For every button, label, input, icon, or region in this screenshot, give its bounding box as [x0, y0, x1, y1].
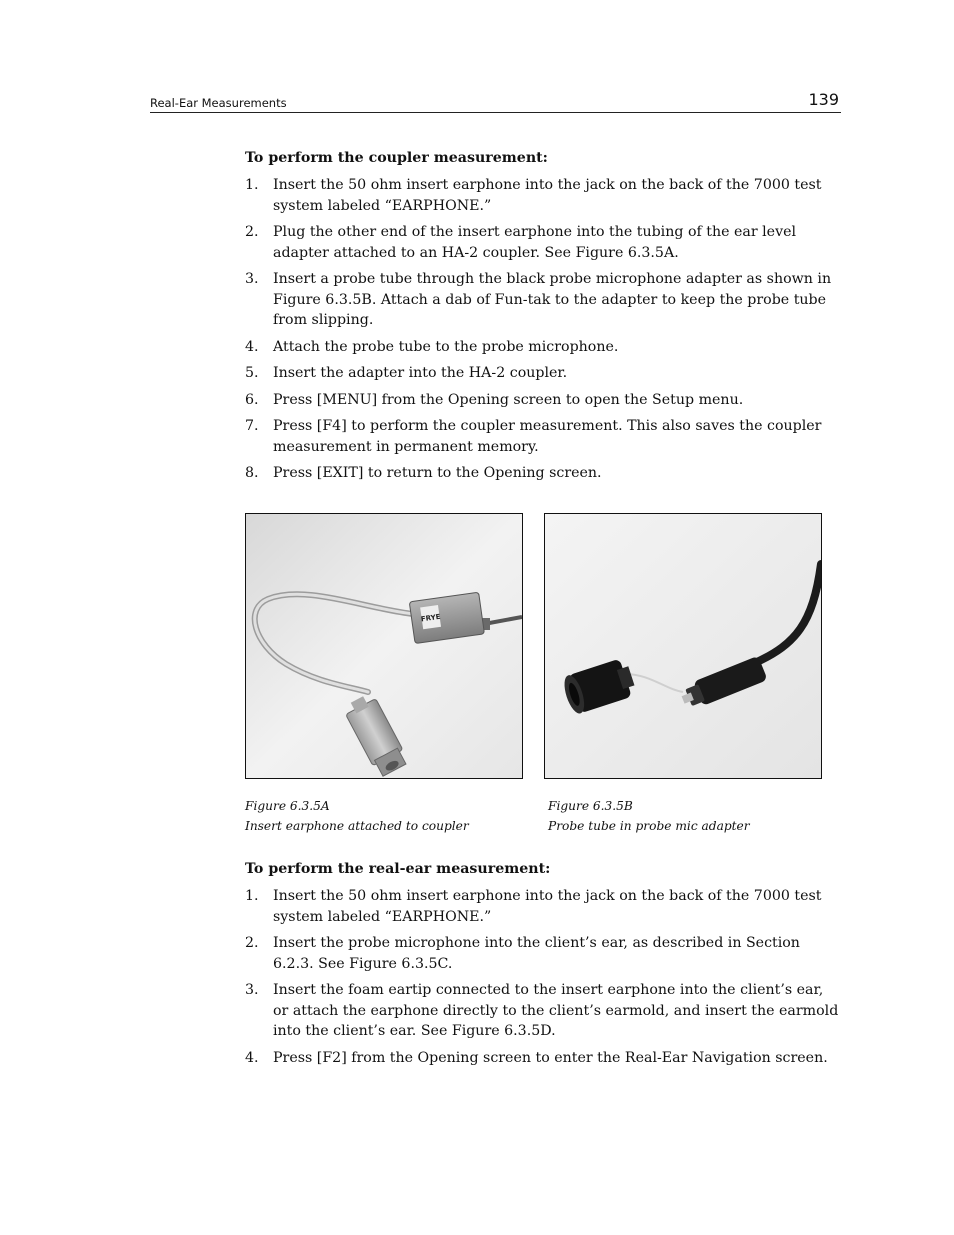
step-number: 2. — [245, 224, 259, 240]
step-text: Insert a probe tube through the black probe microphone adapter as shown in Figure 6.3.5B. Attach a dab of Fun-tak to the adapter to keep the probe tube from slipping. — [273, 271, 832, 328]
figure-caption-b — [548, 796, 750, 836]
step-number: 5. — [245, 365, 259, 381]
step-text: Press [F2] from the Opening screen to enter the Real-Ear Navigation screen. — [273, 1049, 828, 1066]
real-ear-section — [245, 859, 840, 1074]
step-number: 6. — [245, 391, 259, 408]
step-number: 4. — [245, 1049, 259, 1066]
figure-photo-earphone-coupler — [245, 513, 523, 779]
list-item — [245, 269, 840, 331]
coupler-section — [245, 148, 840, 490]
step-text: Insert the 50 ohm insert earphone into the jack on the back of the 7000 test system labeled “EARPHONE.” — [273, 888, 822, 925]
page-number: 139 — [808, 90, 839, 109]
step-text: Insert the 50 ohm insert earphone into the jack on the back of the 7000 test system labeled “EARPHONE.” — [273, 177, 822, 214]
step-text: Press [EXIT] to return to the Opening screen. — [273, 465, 602, 481]
real-ear-heading: To perform the real-ear measurement: — [245, 861, 551, 877]
probe-adapter-photo — [545, 514, 821, 778]
list-item — [245, 222, 840, 263]
step-number: 3. — [245, 982, 259, 998]
step-text: Attach the probe tube to the probe microphone. — [273, 338, 619, 355]
list-item — [245, 175, 840, 216]
list-item — [245, 886, 840, 927]
step-text: Press [F4] to perform the coupler measurement. This also saves the coupler measurement in permanent memory. — [273, 418, 822, 455]
step-text: Press [MENU] from the Opening screen to open the Setup menu. — [273, 391, 744, 408]
coupler-steps — [245, 175, 840, 484]
step-text: Insert the foam eartip connected to the insert earphone into the client’s ear, or attach the earphone directly to the client’s earmold, and insert the earmold into the client’s ear. See Figure 6.3.5D. — [273, 982, 839, 1039]
step-number: 7. — [245, 418, 259, 434]
list-item — [245, 463, 840, 484]
step-text: Plug the other end of the insert earphone into the tubing of the ear level adapter attached to an HA-2 coupler. See Figure 6.3.5A. — [273, 224, 797, 261]
earphone-coupler-photo — [246, 514, 522, 778]
list-item — [245, 416, 840, 457]
figure-label: Figure 6.3.5A — [245, 799, 330, 813]
device-label: FRYE — [420, 612, 442, 624]
running-title: Real-Ear Measurements — [150, 96, 287, 110]
step-number: 8. — [245, 465, 259, 481]
step-text: Insert the probe microphone into the client’s ear, as described in Section 6.2.3. See Figure 6.3.5C. — [273, 935, 800, 972]
step-number: 2. — [245, 935, 259, 951]
figure-photo-probe-adapter — [544, 513, 822, 779]
figure-caption-a — [245, 796, 469, 836]
list-item — [245, 363, 840, 384]
list-item — [245, 337, 840, 358]
step-number: 4. — [245, 338, 259, 355]
step-number: 1. — [245, 177, 259, 193]
step-number: 1. — [245, 888, 259, 904]
list-item — [245, 1048, 840, 1069]
figure-caption-text: Probe tube in probe mic adapter — [548, 819, 750, 833]
real-ear-steps — [245, 886, 840, 1068]
list-item — [245, 980, 840, 1042]
figure-caption-text: Insert earphone attached to coupler — [245, 819, 469, 833]
figure-label: Figure 6.3.5B — [548, 799, 633, 813]
list-item — [245, 933, 840, 974]
coupler-heading: To perform the coupler measurement: — [245, 150, 548, 166]
list-item — [245, 390, 840, 411]
step-number: 3. — [245, 271, 259, 287]
page-header — [150, 92, 841, 113]
step-text: Insert the adapter into the HA-2 coupler. — [273, 365, 568, 381]
